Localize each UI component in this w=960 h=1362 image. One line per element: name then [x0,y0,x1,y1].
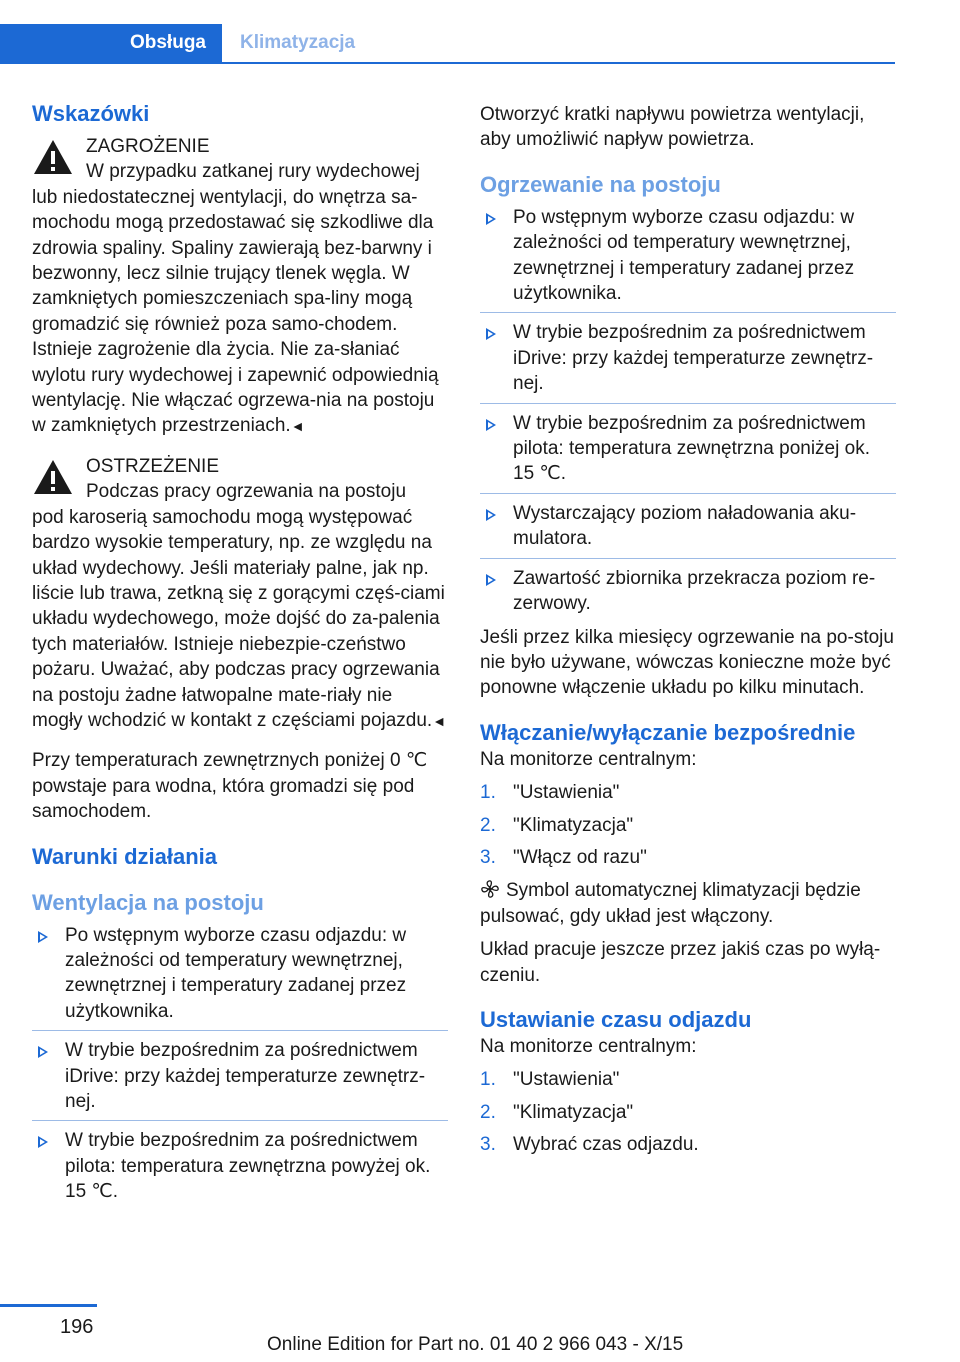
steps-wlaczanie [480,780,896,870]
heading-wentylacja: Wentylacja na postoju [32,889,264,915]
list-item: Po wstępnym wyborze czasu odjazdu: w zależności od temperatury wewnętrznej, zewnętrznej i temperatury zadanej przez użytkownika. [32,923,448,1032]
paragraph-uklad: Układ pracuje jeszcze przez jakiś czas po wyłą-czeniu. [480,939,881,986]
intro-wlaczanie: Na monitorze centralnym: [480,748,697,770]
warning-title: ZAGROŻENIE [86,136,210,157]
list-item: Wystarczający poziom naładowania aku-mulatora. [480,501,896,559]
heading-wlaczanie: Włączanie/wyłączanie bezpośrednie [480,719,856,745]
step-item [480,1132,896,1157]
heading-ustawianie: Ustawianie czasu odjazdu [480,1006,752,1032]
end-mark-icon: ◄ [432,712,447,729]
step-item [480,845,896,870]
heading-ogrzewanie: Ogrzewanie na postoju [480,171,721,197]
step-text: Wybrać czas odjazdu. [513,1134,699,1156]
paragraph-temperature: Przy temperaturach zewnętrznych poniżej 0 ℃ powstaje para wodna, która gromadzi się pod samochodem. [32,750,428,823]
list-ogrzewanie [480,205,896,617]
warning-body: pod karoserią samochodu mogą występować bardzo wysokie temperatury, np. ze względu na układ wydechowy. Jeśli materiały palne, jak np. liście lub trawa, zetkną się z gorącymi częś-ciami układu wydechowego, może dojść do za-palenia tych materiałów. Istnieje niebezpie-czeństwo pożaru. Uważać, aby podczas pracy ogrzewania na postoju żadne łatwopalne mate-riały nie mogły wchodzić w kontakt z częściami pojazdu. [32,506,445,731]
list-item: W trybie bezpośrednim za pośrednictwem iDrive: przy każdej temperaturze zewnętrz-nej. [32,1038,448,1121]
step-text: "Klimatyzacja" [513,1101,634,1123]
heading-warunki: Warunki działania [32,843,218,869]
steps-ustawianie [480,1067,896,1157]
step-text: "Ustawienia" [513,1069,620,1091]
step-number: 1. [480,1069,496,1091]
edition-note: Online Edition for Part no. 01 40 2 966 043 - X/15 [267,1334,684,1355]
end-mark-icon: ◄ [290,418,305,435]
warning-first-line: Podczas pracy ogrzewania na postoju [86,481,407,503]
warning-triangle-icon [32,138,74,176]
warning-body: lub niedostatecznej wentylacji, do wnętrza sa-mochodu mogą przedostawać się szkodliwe dla zdrowia spaliny. Spaliny zawierają bez-barwny i bezwonny, lecz silnie trujący tlenek węgla. W zamkniętych pomieszczeniach spa-liny mogą gromadzić się również poza samo-chodem. Istnieje zagrożenie dla życia. Nie za-słaniać wylotu rury wydechowej i zapewnić odpowiednią wentylację. Nie włączać ogrzewa-nia na postoju w zamkniętych przestrzeniach. [32,186,439,437]
paragraph-kratki: Otworzyć kratki napływu powietrza wentylacji, aby umożliwić napływ powietrza. [480,104,865,151]
list-wentylacja [32,923,448,1205]
warning-block-danger [32,134,448,440]
left-column [32,100,448,1213]
paragraph-symbol [480,878,896,929]
list-item: Po wstępnym wyborze czasu odjazdu: w zależności od temperatury wewnętrznej, zewnętrznej i temperatury zadanej przez użytkownika. [480,205,896,314]
page-number: 196 [60,1316,94,1338]
tab-klimatyzacja[interactable]: Klimatyzacja [240,32,356,53]
step-number: 2. [480,814,496,836]
step-item [480,1067,896,1092]
step-number: 1. [480,782,496,804]
step-number: 2. [480,1101,496,1123]
warning-triangle-icon [32,458,74,496]
right-column [480,102,896,1166]
footer-rule [0,1304,97,1307]
list-item: Zawartość zbiornika przekracza poziom re-zerwowy. [480,566,896,617]
step-item [480,1100,896,1125]
list-item: W trybie bezpośrednim za pośrednictwem pilota: temperatura zewnętrzna powyżej ok. 15 ℃. [32,1128,448,1204]
step-item [480,780,896,805]
step-number: 3. [480,1134,496,1156]
heading-wskazowki: Wskazówki [32,101,150,126]
tab-obsluga[interactable]: Obsługa [0,24,222,62]
warning-first-line: W przypadku zatkanej rury wydechowej [86,161,420,183]
paragraph-miesiecy: Jeśli przez kilka miesięcy ogrzewanie na po-stoju nie było używane, wówczas konieczne może być ponowne włączenie układu po kilku minutach. [480,626,894,699]
step-text: "Włącz od razu" [513,846,647,868]
step-item [480,813,896,838]
warning-block-caution [32,454,448,734]
list-item: W trybie bezpośrednim za pośrednictwem pilota: temperatura zewnętrzna poniżej ok. 15 ℃. [480,411,896,494]
intro-ustawianie: Na monitorze centralnym: [480,1035,697,1057]
warning-title: OSTRZEŻENIE [86,455,220,477]
step-text: "Klimatyzacja" [513,814,634,836]
symbol-text: Symbol automatycznej klimatyzacji będzie pulsować, gdy układ jest włączony. [480,880,861,927]
list-item: W trybie bezpośrednim za pośrednictwem iDrive: przy każdej temperaturze zewnętrz-nej. [480,320,896,403]
step-text: "Ustawienia" [513,782,620,804]
chapter-tabbar [0,24,895,64]
step-number: 3. [480,846,496,868]
fan-icon [480,879,500,899]
